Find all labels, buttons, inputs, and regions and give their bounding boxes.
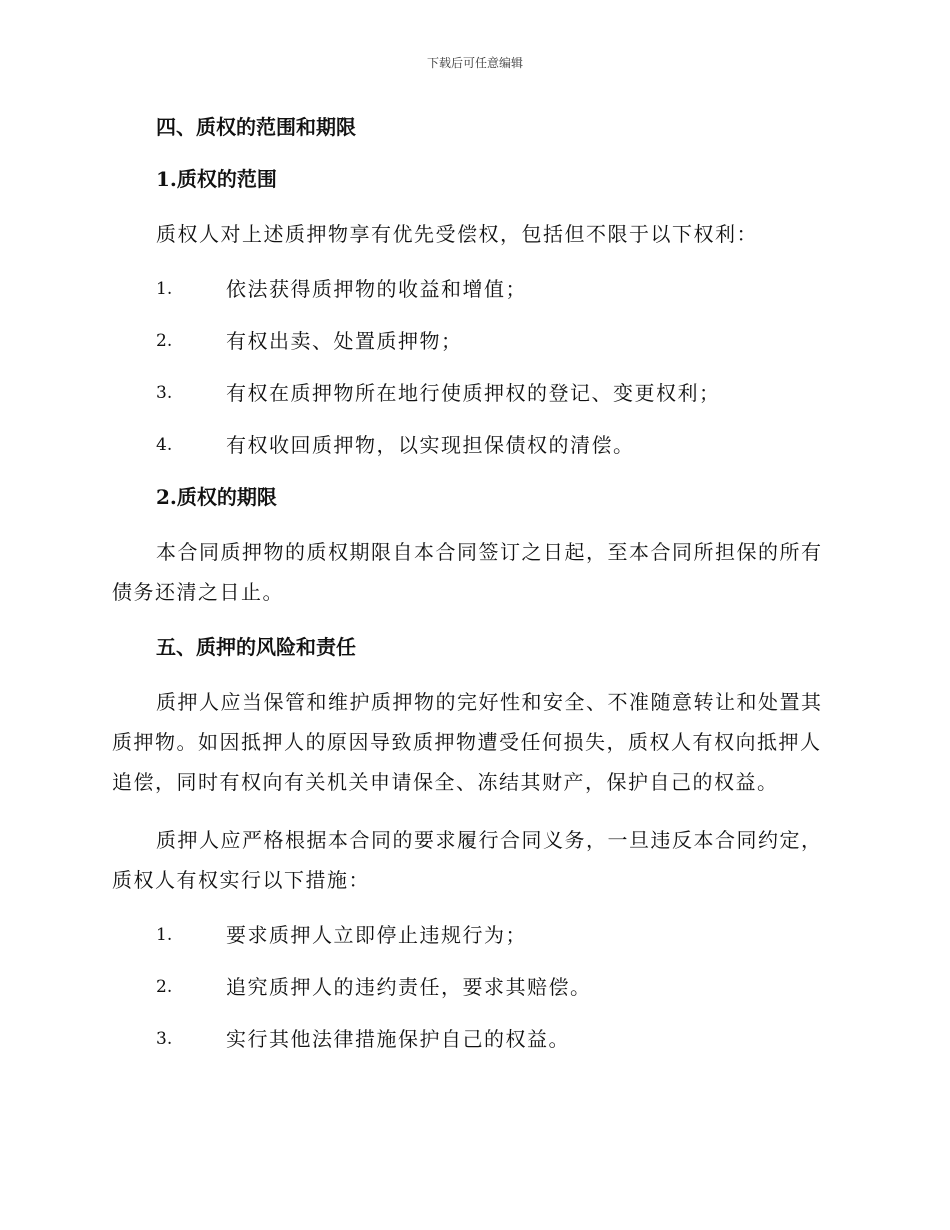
list-item bbox=[156, 376, 832, 410]
paragraph-4-1-intro: 质权人对上述质押物享有优先受偿权，包括但不限于以下权利： bbox=[156, 222, 758, 246]
list-number: 4. bbox=[156, 435, 173, 455]
list-number: 1. bbox=[156, 279, 173, 299]
list-text: 实行其他法律措施保护自己的权益。 bbox=[226, 1027, 570, 1051]
subsection-title-4-1: 1.质权的范围 bbox=[156, 167, 277, 191]
list-text: 有权出卖、处置质押物； bbox=[226, 329, 463, 353]
list-text: 有权在质押物所在地行使质押权的登记、变更权利； bbox=[226, 381, 721, 405]
list-number: 2. bbox=[156, 331, 173, 351]
list-item bbox=[156, 970, 832, 1004]
list-number: 1. bbox=[156, 925, 173, 945]
section-title-5: 五、质押的风险和责任 bbox=[156, 635, 356, 659]
list-number: 2. bbox=[156, 977, 173, 997]
list-text: 追究质押人的违约责任，要求其赔偿。 bbox=[226, 975, 592, 999]
list-text: 要求质押人立即停止违规行为； bbox=[226, 923, 527, 947]
document-body bbox=[112, 110, 832, 1056]
subsection-title-4-2: 2.质权的期限 bbox=[156, 485, 277, 509]
list-text: 有权收回质押物，以实现担保债权的清偿。 bbox=[226, 433, 635, 457]
list-number: 3. bbox=[156, 383, 173, 403]
paragraph-5-2: 质押人应严格根据本合同的要求履行合同义务，一旦违反本合同约定，质权人有权实行以下措施： bbox=[112, 828, 823, 892]
list-number: 3. bbox=[156, 1029, 173, 1049]
list-item bbox=[156, 918, 832, 952]
list-item bbox=[156, 428, 832, 462]
paragraph-4-2: 本合同质押物的质权期限自本合同签订之日起，至本合同所担保的所有债务还清之日止。 bbox=[112, 540, 823, 604]
list-item bbox=[156, 324, 832, 358]
list-text: 依法获得质押物的收益和增值； bbox=[226, 277, 527, 301]
page-header: 下载后可任意编辑 bbox=[426, 56, 523, 70]
list-item bbox=[156, 272, 832, 306]
section-title-4: 四、质权的范围和期限 bbox=[156, 115, 356, 139]
paragraph-5-1: 质押人应当保管和维护质押物的完好性和安全、不准随意转让和处置其质押物。如因抵押人的原因导致质押物遭受任何损失，质权人有权向抵押人追偿，同时有权向有关机关申请保全、冻结其财产，保护自己的权益。 bbox=[112, 690, 823, 794]
list-item bbox=[156, 1022, 832, 1056]
